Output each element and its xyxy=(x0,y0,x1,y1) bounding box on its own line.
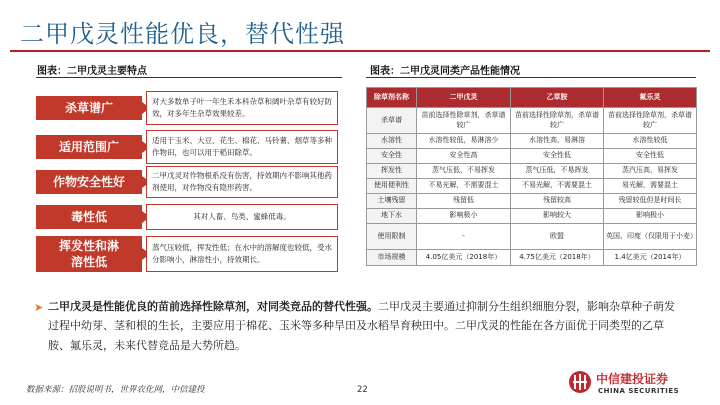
table-row xyxy=(367,134,697,149)
feature-desc-2: 适用于玉米、大豆、花生、棉花、马铃薯、烟草等多种作物田，也可以用于稻田除草。 xyxy=(146,130,338,164)
table-cell: 英国、印度（仅限用于小麦） xyxy=(604,224,697,250)
summary-text: 二甲戊灵主要通过抑制分生组织细胞分裂，影响杂草种子萌发过程中幼芽、茎和根的生长，主要应用于棉花、玉米等多种旱田及水稻旱育秧田中。二甲戊灵的性能在各方面优于同类型的乙草胺、氟乐灵，未来代替竞品是大势所趋。 xyxy=(48,300,675,352)
feature-label-1: 杀草谱广 xyxy=(36,96,142,120)
feature-desc-3: 二甲戊灵对作物根系没有伤害，持效期内不影响其他药剂使用，对作物没有隐形药害。 xyxy=(146,166,338,198)
table-cell: 易光解，需要混土 xyxy=(604,179,697,194)
page-number: 22 xyxy=(357,385,368,395)
data-source: 数据来源：招股说明书，世界农化网，中信建投 xyxy=(26,385,205,395)
table-header: 氟乐灵 xyxy=(604,88,697,108)
table-cell: 水溶性 xyxy=(367,134,417,149)
table-cell: 影响较大 xyxy=(511,209,604,224)
table-row xyxy=(367,209,697,224)
right-caption-rule xyxy=(366,77,696,78)
table-cell: 蒸气压低，不易挥发 xyxy=(417,164,511,179)
table-cell: 挥发性 xyxy=(367,164,417,179)
table-cell: 水溶性高，易淋溶 xyxy=(511,134,604,149)
table-cell: 影响极小 xyxy=(417,209,511,224)
table-cell: 苗前选择性除草剂，杀草谱较广 xyxy=(417,108,511,134)
feature-label-5-text: 挥发性和淋溶性低 xyxy=(59,238,120,269)
table-cell: 杀草谱 xyxy=(367,108,417,134)
table-cell: 水溶性较低，易淋溶少 xyxy=(417,134,511,149)
company-logo xyxy=(568,368,692,400)
table-cell: 市场规模 xyxy=(367,250,417,266)
table-cell: 残留较低但是时间长 xyxy=(604,194,697,209)
table-header-row xyxy=(367,88,697,108)
table-cell: 安全性高 xyxy=(417,149,511,164)
table-row xyxy=(367,149,697,164)
table-row xyxy=(367,250,697,266)
page-title: 二甲戊灵性能优良，替代性强 xyxy=(20,20,345,48)
feature-desc-5: 蒸气压较低，挥发性低；在水中的溶解度也较低，受水分影响小，淋溶性小，持效期长。 xyxy=(146,236,338,272)
table-cell: 4.05亿美元（2018年） xyxy=(417,250,511,266)
feature-desc-4: 其对人畜、鸟类、蜜蜂低毒。 xyxy=(146,204,338,230)
table-row xyxy=(367,108,697,134)
feature-label-2: 适用范围广 xyxy=(36,135,142,159)
left-caption-rule xyxy=(36,77,342,78)
table-cell: 残留较高 xyxy=(511,194,604,209)
table-cell: 安全性 xyxy=(367,149,417,164)
right-chart-caption: 图表：二甲戊灵同类产品性能情况 xyxy=(370,66,520,77)
comparison-table xyxy=(366,87,697,266)
table-row xyxy=(367,224,697,250)
summary-paragraph xyxy=(34,297,684,355)
table-cell: 蒸气压低，不易挥发 xyxy=(511,164,604,179)
table-cell: 水溶性较低 xyxy=(604,134,697,149)
table-cell: 安全性低 xyxy=(511,149,604,164)
table-cell: 苗前选择性除草剂，杀草谱较广 xyxy=(511,108,604,134)
logo-chinese-name: 中信建投证券 xyxy=(596,372,669,386)
table-cell: 残留低 xyxy=(417,194,511,209)
table-row xyxy=(367,164,697,179)
table-cell: - xyxy=(417,224,511,250)
title-divider xyxy=(10,50,710,52)
table-cell: 不易光解，不需要混土 xyxy=(511,179,604,194)
table-cell: 欧盟 xyxy=(511,224,604,250)
feature-label-3: 作物安全性好 xyxy=(36,170,142,194)
table-cell: 使用限制 xyxy=(367,224,417,250)
table-cell: 1.4亿美元（2014年） xyxy=(604,250,697,266)
table-cell: 不易光解，不需要混土 xyxy=(417,179,511,194)
arrow-bullet-icon: ➤ xyxy=(34,301,44,314)
table-cell: 苗前选择性除草剂，杀草谱较广 xyxy=(604,108,697,134)
table-row xyxy=(367,179,697,194)
logo-emblem-icon xyxy=(568,370,592,394)
table-cell: 地下水 xyxy=(367,209,417,224)
table-cell: 安全性低 xyxy=(604,149,697,164)
feature-label-5 xyxy=(36,236,142,272)
table-header: 二甲戊灵 xyxy=(417,88,511,108)
table-cell: 土壤残留 xyxy=(367,194,417,209)
logo-english-name: CHINA SECURITIES xyxy=(598,387,680,395)
table-cell: 使用便利性 xyxy=(367,179,417,194)
table-cell: 蒸汽压高，易挥发 xyxy=(604,164,697,179)
table-header: 除草剂名称 xyxy=(367,88,417,108)
table-header: 乙草胺 xyxy=(511,88,604,108)
table-cell: 影响极小 xyxy=(604,209,697,224)
feature-desc-1: 对大多数单子叶一年生禾本科杂草和阔叶杂草有较好防效，对多年生杂草效果较差。 xyxy=(146,91,338,125)
table-cell: 4.75亿美元（2018年） xyxy=(511,250,604,266)
left-chart-caption: 图表：二甲戊灵主要特点 xyxy=(37,66,147,77)
summary-bold: 二甲戊灵是性能优良的苗前选择性除草剂，对同类竞品的替代性强。 xyxy=(48,300,378,313)
feature-label-4: 毒性低 xyxy=(36,205,142,229)
table-row xyxy=(367,194,697,209)
